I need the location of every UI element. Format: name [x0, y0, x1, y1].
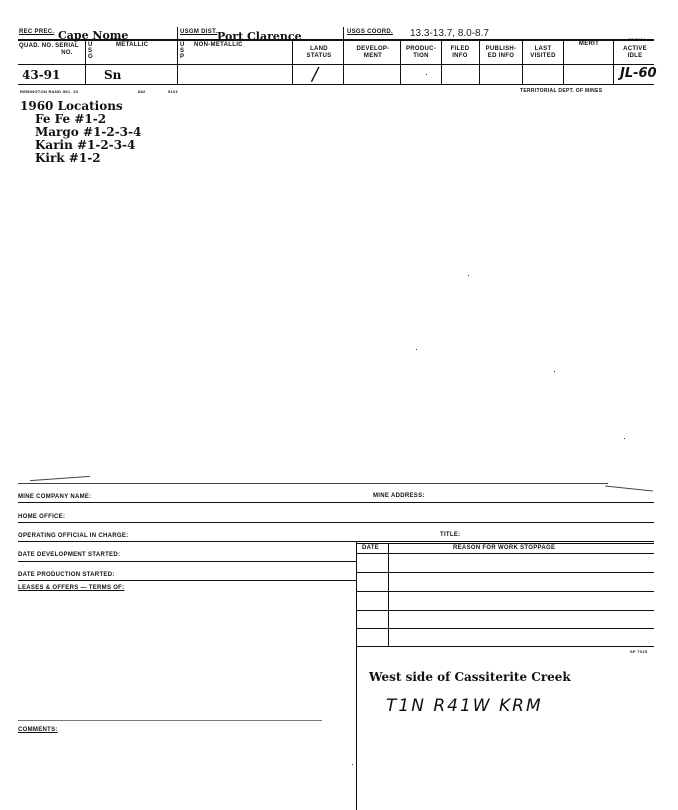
home-office-label: HOME OFFICE:: [18, 514, 66, 520]
value-quad-no: 43-91: [22, 68, 61, 82]
location-item: Karin #1-2-3-4: [35, 138, 136, 152]
usgs-coord-label: USGS COORD.: [347, 29, 393, 35]
col-last-visited: LAST VISITED: [530, 46, 556, 59]
form-code-top: SP 7014: [628, 37, 646, 42]
usgm-dist-label: USGM DIST.: [180, 29, 218, 35]
col-usg: U S G: [88, 42, 93, 60]
code-a: 882: [138, 89, 146, 94]
comments-label: COMMENTS:: [18, 727, 58, 733]
col-development: DEVELOP- MENT: [356, 46, 390, 59]
leases-label: LEASES & OFFERS — TERMS OF:: [18, 585, 125, 591]
rec-prec-value: Cape Nome: [58, 29, 129, 42]
col-production: PRODUC- TION: [405, 46, 437, 59]
code-b: 9101: [168, 89, 179, 94]
col-land-status: LAND STATUS: [306, 46, 332, 59]
locations-heading: 1960 Locations: [20, 99, 123, 113]
handwritten-township-range: T1N R41W KRM: [386, 696, 543, 716]
usgm-dist-value: Port Clarence: [217, 30, 302, 43]
col-non-metallic: NON-METALLIC: [194, 42, 243, 48]
form-code-bottom: SP 7015: [630, 649, 648, 654]
rec-prec-label: REC PREC.: [19, 29, 55, 35]
col-filed-info: FILED INFO: [450, 46, 470, 59]
usgs-coord-value: 13.3-13.7, 8.0-8.7: [410, 28, 489, 39]
col-quad-no: QUAD. NO.: [19, 43, 54, 49]
value-active-idle: JL-60: [620, 66, 657, 81]
value-land-status: /: [312, 64, 319, 85]
col-published-info: PUBLISH- ED INFO: [485, 46, 517, 59]
operating-official-label: OPERATING OFFICIAL IN CHARGE:: [18, 533, 129, 539]
col-usp: U S P: [180, 42, 185, 60]
col-metallic: METALLIC: [116, 42, 149, 48]
value-metallic: Sn: [104, 68, 122, 82]
location-item: Fe Fe #1-2: [35, 112, 107, 126]
title-label: TITLE:: [440, 532, 461, 538]
reason-stoppage-label: REASON FOR WORK STOPPAGE: [453, 545, 556, 551]
mine-address-label: MINE ADDRESS:: [373, 493, 425, 499]
date-column-label: DATE: [362, 545, 380, 551]
date-development-label: DATE DEVELOPMENT STARTED:: [18, 552, 121, 558]
printer-label: REMINGTON RAND INC. 20: [20, 89, 79, 94]
date-production-label: DATE PRODUCTION STARTED:: [18, 572, 115, 578]
location-item: Margo #1-2-3-4: [35, 125, 142, 139]
typed-location-note: West side of Cassiterite Creek: [369, 670, 571, 684]
location-item: Kirk #1-2: [35, 151, 101, 165]
mine-company-name-label: MINE COMPANY NAME:: [18, 494, 92, 500]
value-development: .: [425, 67, 428, 78]
col-serial-no: SERIAL NO.: [55, 43, 79, 56]
department-label: TERRITORIAL DEPT. OF MINES: [520, 88, 603, 94]
col-merit: MERIT: [578, 41, 600, 47]
col-active-idle: ACTIVE IDLE: [623, 46, 647, 59]
